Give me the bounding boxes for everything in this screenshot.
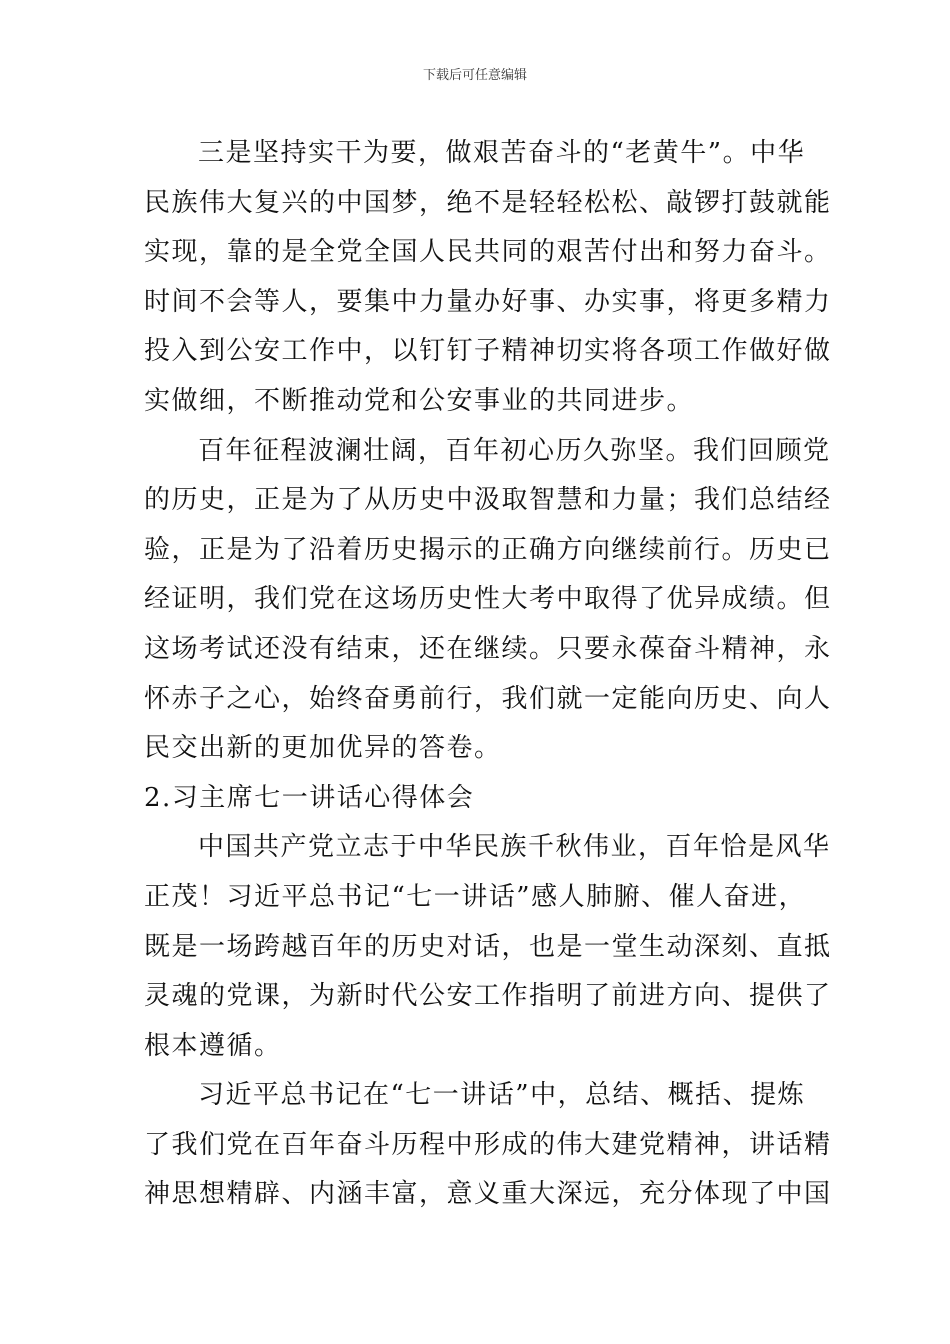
paragraph-line: 实做细，不断推动党和公安事业的共同进步。 [144,385,695,416]
body-text [144,129,832,1220]
paragraph-line: 民交出新的更加优异的答卷。 [144,733,502,764]
paragraph-line: 三是坚持实干为要，做艰苦奋斗的“老黄牛”。中华 [198,138,806,168]
page-header: 下载后可任意编辑 [422,68,527,83]
paragraph-line: 根本遵循。 [144,1030,282,1061]
paragraph-line: 验，正是为了沿着历史揭示的正确方向继续前行。历史已 [144,534,832,565]
paragraph-line: 时间不会等人，要集中力量办好事、办实事，将更多精力 [144,286,832,317]
paragraph-line: 实现，靠的是全党全国人民共同的艰苦付出和努力奋斗。 [144,237,832,268]
paragraph-line: 既是一场跨越百年的历史对话，也是一堂生动深刻、直抵 [144,931,832,962]
paragraph-line: 民族伟大复兴的中国梦，绝不是轻轻松松、敲锣打鼓就能 [144,187,832,218]
paragraph-line: 投入到公安工作中，以钉钉子精神切实将各项工作做好做 [144,336,832,367]
paragraph-line: 这场考试还没有结束，还在继续。只要永葆奋斗精神，永 [144,633,832,664]
paragraph-line: 正茂！习近平总书记“七一讲话”感人肺腑、催人奋进， [144,881,807,912]
paragraph-line: 神思想精辟、内涵丰富，意义重大深远，充分体现了中国 [144,1179,832,1210]
paragraph-line: 的历史，正是为了从历史中汲取智慧和力量；我们总结经 [144,485,832,516]
paragraph-line: 经证明，我们党在这场历史性大考中取得了优异成绩。但 [144,584,832,615]
paragraph-line: 中国共产党立志于中华民族千秋伟业，百年恰是风华 [198,832,831,863]
paragraph-line: 习近平总书记在“七一讲话”中，总结、概括、提炼 [198,1080,806,1111]
paragraph-line: 百年征程波澜壮阔，百年初心历久弥坚。我们回顾党 [198,435,831,466]
paragraph-line: 了我们党在百年奋斗历程中形成的伟大建党精神，讲话精 [144,1129,832,1160]
paragraph-line: 怀赤子之心，始终奋勇前行，我们就一定能向历史、向人 [144,683,832,714]
section-heading: 2.习主席七一讲话心得体会 [144,782,475,813]
paragraph-line: 灵魂的党课，为新时代公安工作指明了前进方向、提供了 [144,981,832,1012]
